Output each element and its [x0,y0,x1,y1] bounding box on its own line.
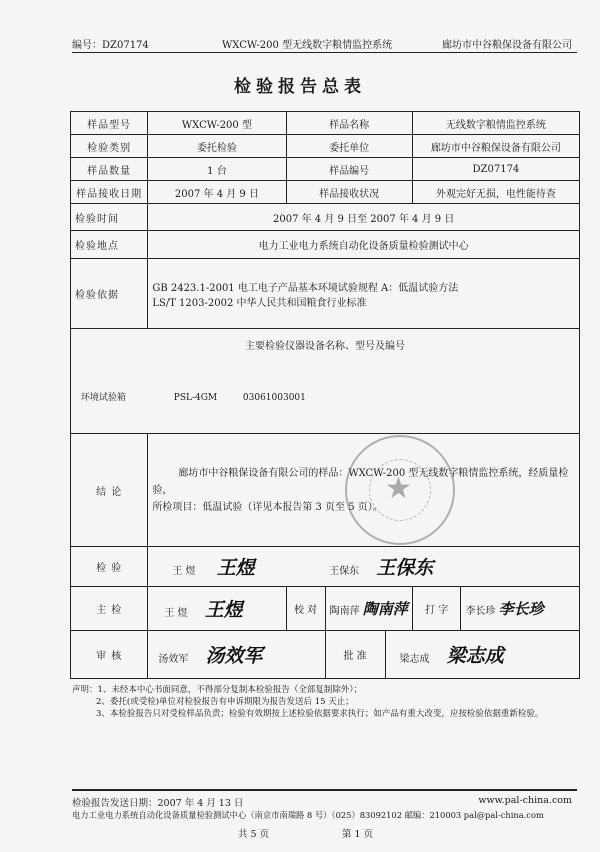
model-label: 样品型号 [71,112,148,135]
review-value [148,631,325,679]
chief-name: 王 煜 [164,608,188,619]
time-label: 检验时间 [71,204,148,231]
chief-signature: 王煜 [204,599,243,621]
address-line: 电力工业电力系统自动化设备质量检验测试中心（南京市南瑞路 8 号）（025）83092102 邮编：210003 pal@pal-china.com [72,810,544,820]
client-value: 廊坊市中谷粮保设备有限公司 [412,135,579,158]
proof-value [325,587,412,631]
recv-state-value: 外观完好无损，电性能待查 [412,181,579,204]
system-name: WXCW-200 型无线数字粮情监控系统 [222,40,393,51]
inspector-2-name: 王保东 [329,566,360,577]
inspector-1-signature: 王煜 [216,557,255,579]
sample-no-value: DZ07174 [412,158,579,181]
place-value: 电力工业电力系统自动化设备质量检验测试中心 [148,231,580,259]
note-2: 2、委托(或受检)单位对检验报告有申诉期限为报告发送后 15 天止； [96,697,354,707]
qty-value: 1 台 [148,158,286,181]
stamp-star-icon: ★ [385,471,412,506]
basis-value [148,259,580,329]
equipment-title: 主要检验仪器设备名称、型号及编号 [245,341,405,352]
inspectors-1 [148,547,325,587]
approver-signature: 梁志成 [446,645,504,667]
recv-state-label: 样品接收状况 [286,181,412,204]
inspector-1-name: 王 煜 [172,566,196,577]
chief-label: 主 检 [71,587,148,631]
typist-name: 李长珍 [465,606,496,617]
typing-label: 打 字 [412,587,461,631]
doc-number: 编号：DZ07174 [72,40,149,51]
inspector-2-signature: 王保东 [376,557,434,579]
note-3: 3、本检验报告只对受检样品负责；检验有效期按上述检验依据要求执行；如产品有重大改变，应按检验依据重新检验。 [96,709,544,719]
qty-label: 样品数量 [71,158,148,181]
equipment-section [71,329,580,434]
conclusion-label: 结 论 [71,434,148,547]
time-value: 2007 年 4 月 9 日至 2007 年 4 月 9 日 [148,204,580,231]
proof-signature: 陶南萍 [362,600,408,618]
approve-value [385,631,579,679]
footer-rule [72,789,577,791]
category-label: 检验类别 [71,135,148,158]
name-label: 样品名称 [286,112,412,135]
send-date: 检验报告发送日期：2007 年 4 月 13 日 [72,798,244,809]
report-table [70,111,580,679]
client-label: 委托单位 [286,135,412,158]
equipment-model: PSL-4GM [173,393,218,403]
inspectors-2 [325,547,579,587]
header-rule [72,52,577,53]
model-value: WXCW-200 型 [148,112,286,135]
inspect-label: 检 验 [71,547,148,587]
notes [72,684,580,720]
note-1: 声明：1、未经本中心书面同意，不得部分复制本检验报告（全部复制除外）； [72,685,363,695]
reviewer-name: 汤效军 [158,654,189,665]
recv-date-value: 2007 年 4 月 9 日 [148,181,286,204]
name-value: 无线数字粮情监控系统 [412,112,579,135]
conclusion-line-1: 廊坊市中谷粮保设备有限公司的样品：WXCW-200 型无线数字粮情监控系统，经质量检验， [152,467,569,496]
page-number: 第 1 页 [342,829,374,840]
page-title: 检验报告总表 [234,77,366,97]
place-label: 检验地点 [71,231,148,259]
basis-line-2: LS/T 1203-2002 中华人民共和国粮食行业标准 [152,297,367,309]
equipment-number: 03061003001 [242,393,306,403]
total-pages: 共 5 页 [238,829,270,840]
approve-label: 批 准 [325,631,385,679]
chief-value [148,587,286,631]
basis-line-1: GB 2423.1-2001 电工电子产品基本环境试验规程 A：低温试验方法 [152,282,459,294]
proof-label: 校 对 [286,587,325,631]
category-value: 委托检验 [148,135,286,158]
review-label: 审 核 [71,631,148,679]
recv-date-label: 样品接收日期 [71,181,148,204]
reviewer-signature: 汤效军 [205,645,263,667]
website[interactable]: www.pal-china.com [478,795,572,806]
official-stamp [345,435,455,545]
basis-label: 检验依据 [71,259,148,329]
proof-name: 陶南萍 [329,606,360,617]
equipment-name: 环境试验箱 [81,393,127,403]
approver-name: 梁志成 [399,654,430,665]
typing-value [461,587,580,631]
sample-no-label: 样品编号 [286,158,412,181]
conclusion-line-2: 所检项目：低温试验（详见本报告第 3 页至 5 页）。 [152,501,383,513]
typist-signature: 李长珍 [498,600,544,618]
company-name: 廊坊市中谷粮保设备有限公司 [442,40,572,51]
page-header [72,36,572,50]
